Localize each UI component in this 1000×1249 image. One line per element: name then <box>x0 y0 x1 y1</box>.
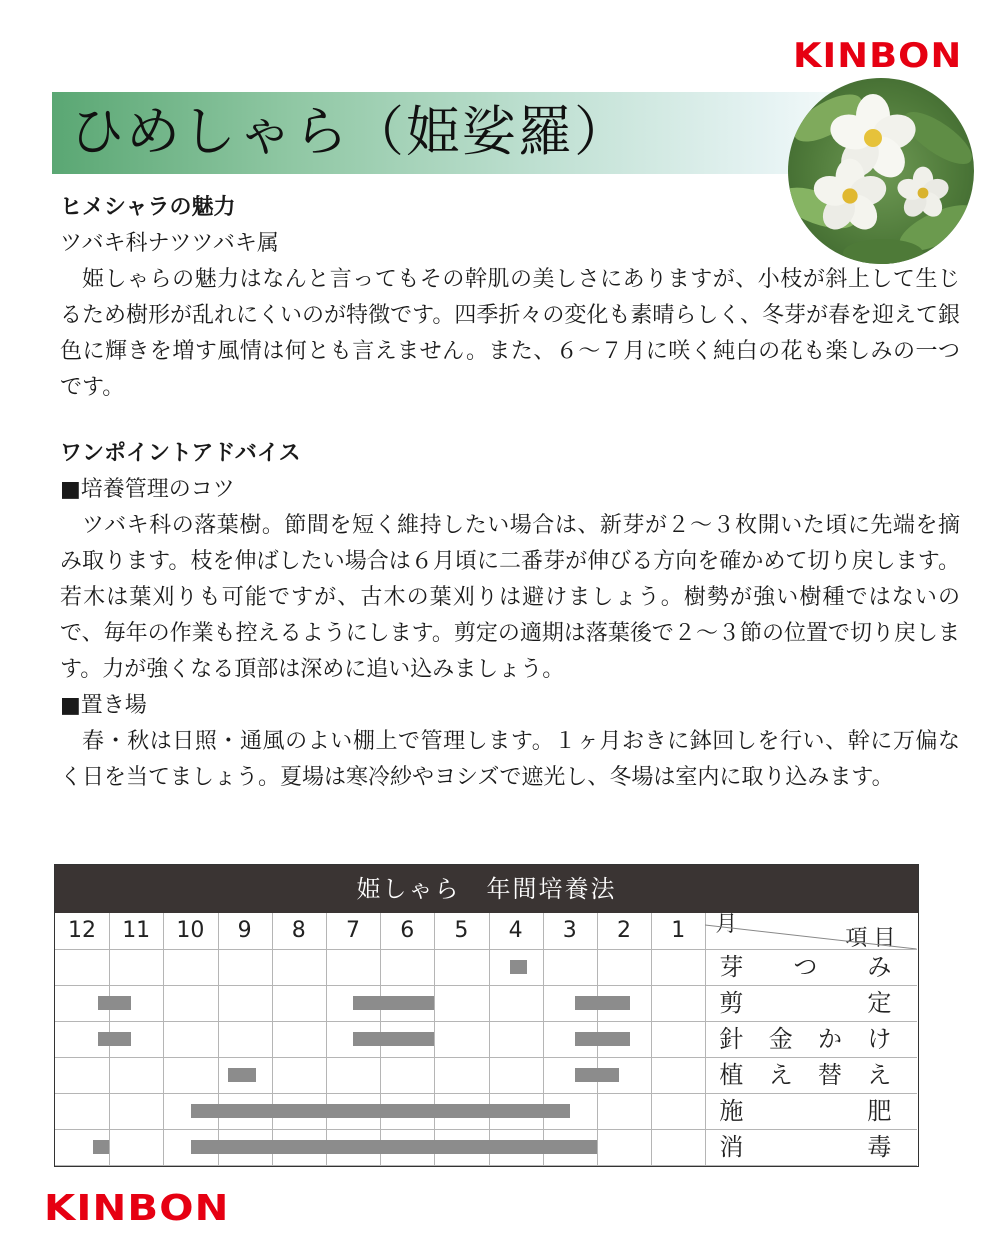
month-label: 3 <box>562 918 577 943</box>
item-label <box>719 1057 891 1093</box>
item-label <box>719 949 891 985</box>
month-label: 4 <box>508 918 523 943</box>
schedule-bar <box>353 1032 434 1046</box>
brand-logo-top: KINBON <box>793 36 963 76</box>
item-label-char: 金 <box>768 1025 793 1053</box>
grid-col-line <box>489 913 490 1165</box>
month-header: 月 <box>715 912 738 937</box>
item-label-char: 施 <box>719 1097 744 1125</box>
item-label <box>719 985 891 1021</box>
month-label: 5 <box>454 918 469 943</box>
place-paragraph: 春・秋は日照・通風のよい棚上で管理します。１ヶ月おきに鉢回しを行い、幹に万偏なく日を当てましょう。夏場は寒冷紗やヨシズで遮光し、冬場は室内に取り込みます。 <box>60 729 960 790</box>
item-label-char: み <box>867 953 892 981</box>
grid-col-line <box>163 913 164 1165</box>
schedule-bar <box>228 1068 255 1082</box>
item-label-char: け <box>867 1025 892 1053</box>
month-label: 12 <box>68 918 96 943</box>
item-label <box>719 1093 891 1129</box>
item-label-char: 芽 <box>719 953 744 981</box>
item-label-char: か <box>818 1025 843 1053</box>
item-label-char: 肥 <box>867 1097 892 1125</box>
month-label: 6 <box>400 918 415 943</box>
item-label-char: え <box>768 1061 793 1089</box>
grid-col-line <box>272 913 273 1165</box>
item-label-char: つ <box>793 953 818 981</box>
item-label-char: 替 <box>818 1061 843 1089</box>
month-label: 9 <box>237 918 252 943</box>
schedule-bar <box>510 960 526 974</box>
item-label-char: 定 <box>867 989 892 1017</box>
grid-col-line <box>543 913 544 1165</box>
schedule-bar <box>98 1032 131 1046</box>
schedule-bar <box>575 1032 629 1046</box>
grid-col-line <box>434 913 435 1165</box>
brand-logo-bottom: KINBON <box>44 1188 230 1229</box>
page-title: ひめしゃら（姫娑羅） <box>70 100 630 163</box>
grid-col-line <box>651 913 652 1165</box>
item-label-char: 毒 <box>867 1133 892 1161</box>
item-label-char: 植 <box>719 1061 744 1089</box>
annual-care-calendar <box>54 864 919 1167</box>
schedule-bar <box>191 1104 570 1118</box>
care-heading: ■培養管理のコツ <box>60 477 235 502</box>
item-label-char: 剪 <box>719 989 744 1017</box>
month-label: 11 <box>122 918 151 943</box>
item-label <box>719 1129 891 1165</box>
schedule-bar <box>575 996 629 1010</box>
item-label <box>719 1021 891 1057</box>
schedule-bar <box>575 1068 618 1082</box>
calendar-title: 姫しゃら 年間培養法 <box>55 865 918 913</box>
advice-heading: ワンポイントアドバイス <box>60 441 301 466</box>
grid-row-line <box>55 1165 917 1166</box>
month-label: 7 <box>346 918 360 943</box>
schedule-bar <box>191 1140 598 1154</box>
place-heading: ■置き場 <box>60 693 147 718</box>
item-label-char: 消 <box>719 1133 744 1161</box>
grid-col-line <box>326 913 327 1165</box>
schedule-bar <box>93 1140 109 1154</box>
diagonal-line <box>705 925 917 949</box>
month-label: 2 <box>617 918 631 943</box>
care-paragraph: ツバキ科の落葉樹。節間を短く維持したい場合は、新芽が２～３枚開いた頃に先端を摘み取ります。枝を伸ばしたい場合は６月頃に二番芽が伸びる方向を確かめて切り戻します。若木は葉刈りも可能ですが、古木の葉刈りは避けましょう。樹勢が強い樹種ではないので、毎年の作業も控えるようにします。剪定の適期は落葉後で２～３節の位置で切り戻します。力が強くなる頂部は深めに追い込みましょう。 <box>60 513 960 682</box>
month-label: 8 <box>291 918 306 943</box>
schedule-bar <box>353 996 434 1010</box>
grid-col-line <box>218 913 219 1165</box>
item-header: 項目 <box>845 926 902 951</box>
charm-heading: ヒメシャラの魅力 <box>60 195 236 220</box>
item-label-char: え <box>867 1061 892 1089</box>
item-label-char: 針 <box>719 1025 744 1053</box>
month-label: 10 <box>176 918 205 943</box>
header-diagonal <box>705 913 917 949</box>
month-label: 1 <box>671 918 686 943</box>
grid-col-line <box>705 913 706 1165</box>
schedule-bar <box>98 996 131 1010</box>
charm-paragraph: 姫しゃらの魅力はなんと言ってもその幹肌の美しさにありますが、小枝が斜上して生じるため樹形が乱れにくいのが特徴です。四季折々の変化も素晴らしく、冬芽が春を迎えて銀色に輝きを増す風情は何とも言えません。また、６～７月に咲く純白の花も楽しみの一つです。 <box>60 267 960 400</box>
family-text: ツバキ科ナツツバキ属 <box>60 231 279 256</box>
